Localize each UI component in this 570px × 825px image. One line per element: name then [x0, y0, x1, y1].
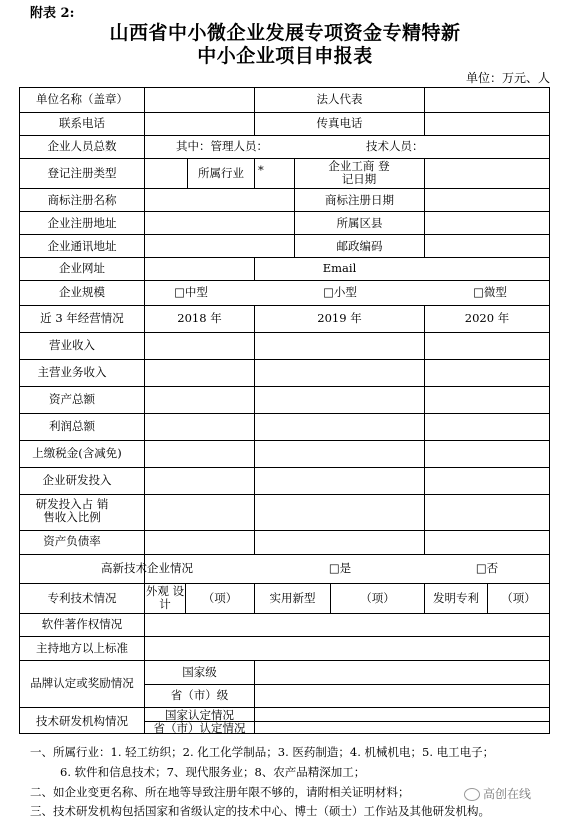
postcode-label: 邮政编码 — [336, 239, 383, 253]
form-title-line1: 山西省中小微企业发展专项资金专精特新 — [109, 22, 461, 44]
national-cert-label: 国家认定情况 — [165, 708, 234, 722]
watermark-text: 高创在线 — [483, 787, 532, 801]
row-revenue-label: 营业收入 — [49, 338, 95, 352]
industry-mark: * — [258, 163, 264, 177]
row-assets-label: 资产总额 — [49, 392, 95, 406]
design-label: 外观 设计 — [145, 584, 185, 611]
unit-name-label: 单位名称（盖章） — [36, 92, 128, 106]
row-debt-ratio-label: 资产负债率 — [43, 534, 101, 548]
row-rd-input-label: 企业研发投入 — [42, 473, 112, 487]
reg-address-label: 企业注册地址 — [47, 216, 117, 230]
year-2019: 2019 年 — [317, 311, 362, 325]
contact-phone-label: 联系电话 — [59, 116, 105, 130]
fax-label: 传真电话 — [316, 116, 363, 130]
standard-label: 主持地方以上标准 — [36, 641, 128, 655]
ops3-label: 近 3 年经营情况 — [40, 311, 124, 325]
national-level-label: 国家级 — [182, 665, 217, 679]
row-profit-label: 利润总额 — [49, 419, 95, 433]
trademark-label: 商标注册名称 — [47, 193, 117, 207]
hitech-no-option[interactable]: □否 — [475, 561, 499, 575]
industry-label: 所属行业 — [198, 166, 244, 180]
prov-level-label: 省（市）级 — [170, 688, 229, 702]
design-unit: （项） — [202, 591, 238, 605]
scale-option-medium[interactable]: □中型 — [174, 285, 208, 299]
unit-label: 单位：万元、人 — [465, 71, 550, 85]
website-label: 企业网址 — [59, 261, 105, 275]
staff-tech-label: 技术人员： — [366, 139, 424, 153]
watermark-logo-icon — [464, 788, 480, 801]
software-label: 软件著作权情况 — [41, 617, 123, 631]
trademark-date-label: 商标注册日期 — [325, 193, 394, 207]
utility-unit: （项） — [360, 591, 395, 605]
row-tax-label: 上缴税金(含减免) — [32, 446, 122, 460]
annex-label: 附表 2: — [30, 6, 75, 21]
staff-mgmt-label: 其中：管理人员： — [176, 139, 268, 153]
scale-label: 企业规模 — [59, 285, 105, 299]
hitech-label: 高新技术企业情况 — [101, 561, 193, 575]
staff-total-label: 企业人员总数 — [47, 139, 117, 153]
mail-address-label: 企业通讯地址 — [47, 239, 117, 253]
year-2018: 2018 年 — [177, 311, 222, 325]
legal-rep-label: 法人代表 — [316, 92, 363, 106]
invention-label: 发明专利 — [433, 591, 479, 605]
utility-label: 实用新型 — [269, 591, 316, 605]
note-2: 二、如企业变更名称、所在地等导致注册年限不够的，请附相关证明材料； — [30, 785, 410, 799]
row-rd-ratio-label: 研发投入占 销售收入比例 — [35, 497, 109, 524]
form-title-line2: 中小企业项目申报表 — [197, 45, 373, 67]
email-label: Email — [322, 261, 357, 275]
county-label: 所属区县 — [336, 216, 383, 230]
note-1-cont: 6. 软件和信息技术；7、现代服务业；8、农产品精深加工； — [60, 765, 366, 779]
prov-cert-label: 省（市）认定情况 — [153, 721, 246, 735]
patent-label: 专利技术情况 — [47, 591, 117, 605]
row-main-revenue-label: 主营业务收入 — [37, 365, 107, 379]
brand-label: 品牌认定或奖励情况 — [30, 676, 134, 690]
scale-option-micro[interactable]: □微型 — [473, 285, 507, 299]
reg-date-label: 企业工商 登记日期 — [328, 159, 390, 186]
year-2020: 2020 年 — [464, 311, 510, 325]
note-3: 三、技术研发机构包括国家和省级认定的技术中心、博士（硕士）工作站及其他研发机构。 — [30, 804, 490, 818]
invention-unit: （项） — [501, 591, 536, 605]
note-1: 一、所属行业：1. 轻工纺织；2. 化工化学制品；3. 医药制造；4. 机械机电；5. 电工电子； — [30, 745, 495, 759]
scale-option-small[interactable]: □小型 — [323, 285, 357, 299]
reg-type-label: 登记注册类型 — [47, 166, 117, 180]
rd-org-label: 技术研发机构情况 — [36, 714, 128, 728]
watermark — [464, 785, 531, 802]
hitech-yes-option[interactable]: □是 — [328, 561, 352, 575]
